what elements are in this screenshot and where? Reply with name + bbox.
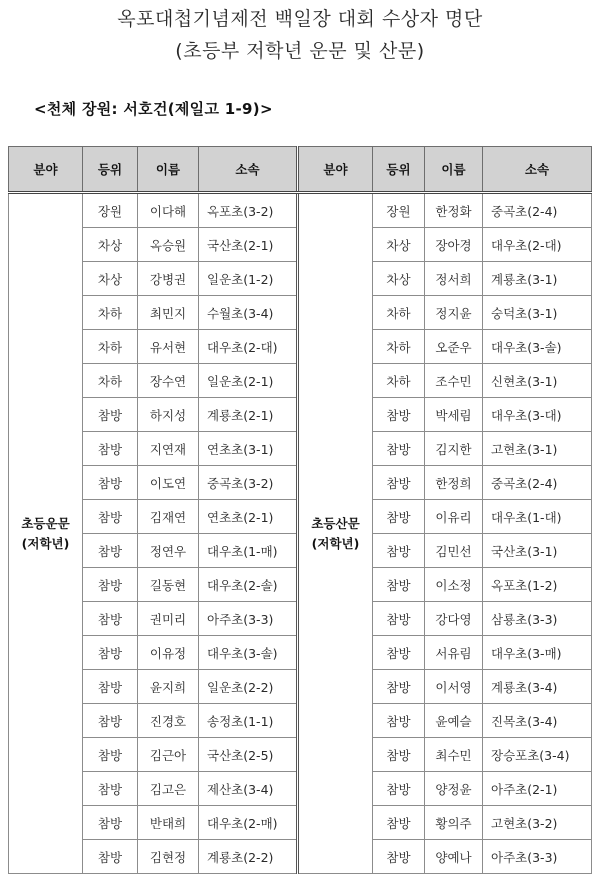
right-affiliation-cell: 계룡초(3-4) <box>483 670 592 704</box>
right-affiliation-cell: 고현초(3-1) <box>483 432 592 466</box>
right-rank-cell: 차하 <box>373 296 425 330</box>
left-name-cell: 김현정 <box>138 840 199 874</box>
left-rank-cell: 참방 <box>83 568 138 602</box>
left-rank-cell: 차상 <box>83 262 138 296</box>
right-affiliation-cell: 대우초(1-대) <box>483 500 592 534</box>
left-name-cell: 옥승원 <box>138 228 199 262</box>
right-name-cell: 황의주 <box>425 806 483 840</box>
left-name-cell: 윤지희 <box>138 670 199 704</box>
right-affiliation-cell: 중곡초(2-4) <box>483 193 592 228</box>
left-name-cell: 김재연 <box>138 500 199 534</box>
right-affiliation-cell: 중곡초(2-4) <box>483 466 592 500</box>
right-name-cell: 조수민 <box>425 364 483 398</box>
left-affiliation-cell: 아주초(3-3) <box>199 602 298 636</box>
left-category-grade: (저학년) <box>21 535 70 551</box>
left-affiliation-cell: 대우초(3-솔) <box>199 636 298 670</box>
right-affiliation-cell: 계룡초(3-1) <box>483 262 592 296</box>
left-affiliation-cell: 수월초(3-4) <box>199 296 298 330</box>
right-name-cell: 정지윤 <box>425 296 483 330</box>
table-body <box>9 193 592 874</box>
right-name-cell: 서유림 <box>425 636 483 670</box>
right-rank-cell: 참방 <box>373 568 425 602</box>
document-subtitle: (초등부 저학년 운문 및 산문) <box>175 40 425 62</box>
left-affiliation-cell: 국산초(2-1) <box>199 228 298 262</box>
left-rank-cell: 참방 <box>83 840 138 874</box>
left-affiliation-cell: 국산초(2-5) <box>199 738 298 772</box>
header-rank-left: 등위 <box>83 147 138 193</box>
table-header-row <box>9 147 592 193</box>
left-name-cell: 하지성 <box>138 398 199 432</box>
right-rank-cell: 참방 <box>373 670 425 704</box>
left-affiliation-cell: 계룡초(2-2) <box>199 840 298 874</box>
left-rank-cell: 참방 <box>83 806 138 840</box>
left-affiliation-cell: 일운초(2-2) <box>199 670 298 704</box>
right-affiliation-cell: 대우초(2-대) <box>483 228 592 262</box>
left-affiliation-cell: 일운초(1-2) <box>199 262 298 296</box>
right-affiliation-cell: 대우초(3-대) <box>483 398 592 432</box>
left-rank-cell: 차상 <box>83 228 138 262</box>
right-name-cell: 최수민 <box>425 738 483 772</box>
right-name-cell: 양정윤 <box>425 772 483 806</box>
left-name-cell: 이유정 <box>138 636 199 670</box>
left-affiliation-cell: 대우초(2-매) <box>199 806 298 840</box>
right-rank-cell: 차상 <box>373 228 425 262</box>
right-name-cell: 한정희 <box>425 466 483 500</box>
right-rank-cell: 참방 <box>373 840 425 874</box>
left-affiliation-cell: 계룡초(2-1) <box>199 398 298 432</box>
right-rank-cell: 참방 <box>373 466 425 500</box>
left-rank-cell: 참방 <box>83 432 138 466</box>
document-title: 옥포대첩기념제전 백일장 대회 수상자 명단 <box>117 8 483 30</box>
left-rank-cell: 차하 <box>83 330 138 364</box>
left-rank-cell: 참방 <box>83 398 138 432</box>
right-rank-cell: 차하 <box>373 364 425 398</box>
right-rank-cell: 참방 <box>373 806 425 840</box>
left-name-cell: 이다해 <box>138 193 199 228</box>
right-affiliation-cell: 옥포초(1-2) <box>483 568 592 602</box>
right-category-label: 초등산문 <box>311 515 360 531</box>
right-name-cell: 김민선 <box>425 534 483 568</box>
right-rank-cell: 참방 <box>373 500 425 534</box>
left-rank-cell: 차하 <box>83 364 138 398</box>
left-name-cell: 장수연 <box>138 364 199 398</box>
left-name-cell: 최민지 <box>138 296 199 330</box>
left-name-cell: 김고은 <box>138 772 199 806</box>
header-field-right: 분야 <box>298 147 373 193</box>
left-rank-cell: 차하 <box>83 296 138 330</box>
right-affiliation-cell: 아주초(2-1) <box>483 772 592 806</box>
left-name-cell: 길동현 <box>138 568 199 602</box>
left-name-cell: 정연우 <box>138 534 199 568</box>
grand-prize-line: <천체 장원: 서호건(제일고 1-9)> <box>34 100 273 118</box>
right-name-cell: 한정화 <box>425 193 483 228</box>
right-rank-cell: 참방 <box>373 738 425 772</box>
left-name-cell: 지연재 <box>138 432 199 466</box>
left-affiliation-cell: 제산초(3-4) <box>199 772 298 806</box>
left-rank-cell: 참방 <box>83 534 138 568</box>
left-rank-cell: 참방 <box>83 772 138 806</box>
right-name-cell: 이서영 <box>425 670 483 704</box>
left-affiliation-cell: 옥포초(3-2) <box>199 193 298 228</box>
right-category-grade: (저학년) <box>311 535 360 551</box>
left-affiliation-cell: 대우초(2-솔) <box>199 568 298 602</box>
left-affiliation-cell: 연초초(3-1) <box>199 432 298 466</box>
left-rank-cell: 참방 <box>83 670 138 704</box>
left-rank-cell: 참방 <box>83 466 138 500</box>
header-name-left: 이름 <box>138 147 199 193</box>
left-rank-cell: 장원 <box>83 193 138 228</box>
left-name-cell: 진경호 <box>138 704 199 738</box>
right-affiliation-cell: 신현초(3-1) <box>483 364 592 398</box>
awards-table <box>8 146 592 874</box>
right-rank-cell: 참방 <box>373 704 425 738</box>
right-rank-cell: 참방 <box>373 636 425 670</box>
left-name-cell: 유서현 <box>138 330 199 364</box>
left-rank-cell: 참방 <box>83 636 138 670</box>
left-name-cell: 강병권 <box>138 262 199 296</box>
right-affiliation-cell: 국산초(3-1) <box>483 534 592 568</box>
right-rank-cell: 참방 <box>373 398 425 432</box>
right-affiliation-cell: 장승포초(3-4) <box>483 738 592 772</box>
right-rank-cell: 차하 <box>373 330 425 364</box>
right-name-cell: 오준우 <box>425 330 483 364</box>
right-name-cell: 이소정 <box>425 568 483 602</box>
right-affiliation-cell: 대우초(3-솔) <box>483 330 592 364</box>
right-name-cell: 정서희 <box>425 262 483 296</box>
right-rank-cell: 장원 <box>373 193 425 228</box>
right-affiliation-cell: 삼룡초(3-3) <box>483 602 592 636</box>
left-affiliation-cell: 중곡초(3-2) <box>199 466 298 500</box>
right-name-cell: 이유리 <box>425 500 483 534</box>
left-affiliation-cell: 일운초(2-1) <box>199 364 298 398</box>
right-name-cell: 양예나 <box>425 840 483 874</box>
right-rank-cell: 차상 <box>373 262 425 296</box>
right-affiliation-cell: 대우초(3-매) <box>483 636 592 670</box>
left-affiliation-cell: 연초초(2-1) <box>199 500 298 534</box>
header-rank-right: 등위 <box>373 147 425 193</box>
right-name-cell: 강다영 <box>425 602 483 636</box>
left-category-cell <box>9 193 83 874</box>
table-row <box>9 193 592 228</box>
right-rank-cell: 참방 <box>373 534 425 568</box>
right-affiliation-cell: 아주초(3-3) <box>483 840 592 874</box>
header-field-left: 분야 <box>9 147 83 193</box>
right-name-cell: 박세림 <box>425 398 483 432</box>
header-name-right: 이름 <box>425 147 483 193</box>
right-name-cell: 윤예슬 <box>425 704 483 738</box>
right-name-cell: 장아경 <box>425 228 483 262</box>
left-category-label: 초등운문 <box>21 515 70 531</box>
header-affiliation-left: 소속 <box>199 147 298 193</box>
left-name-cell: 이도연 <box>138 466 199 500</box>
left-name-cell: 김근아 <box>138 738 199 772</box>
left-affiliation-cell: 대우초(1-매) <box>199 534 298 568</box>
left-rank-cell: 참방 <box>83 500 138 534</box>
right-rank-cell: 참방 <box>373 772 425 806</box>
left-rank-cell: 참방 <box>83 704 138 738</box>
left-affiliation-cell: 송정초(1-1) <box>199 704 298 738</box>
right-affiliation-cell: 진목초(3-4) <box>483 704 592 738</box>
left-rank-cell: 참방 <box>83 602 138 636</box>
right-affiliation-cell: 숭덕초(3-1) <box>483 296 592 330</box>
left-affiliation-cell: 대우초(2-대) <box>199 330 298 364</box>
right-rank-cell: 참방 <box>373 432 425 466</box>
header-affiliation-right: 소속 <box>483 147 592 193</box>
left-name-cell: 권미리 <box>138 602 199 636</box>
right-category-cell <box>298 193 373 874</box>
right-rank-cell: 참방 <box>373 602 425 636</box>
left-name-cell: 반태희 <box>138 806 199 840</box>
left-rank-cell: 참방 <box>83 738 138 772</box>
right-name-cell: 김지한 <box>425 432 483 466</box>
right-affiliation-cell: 고현초(3-2) <box>483 806 592 840</box>
